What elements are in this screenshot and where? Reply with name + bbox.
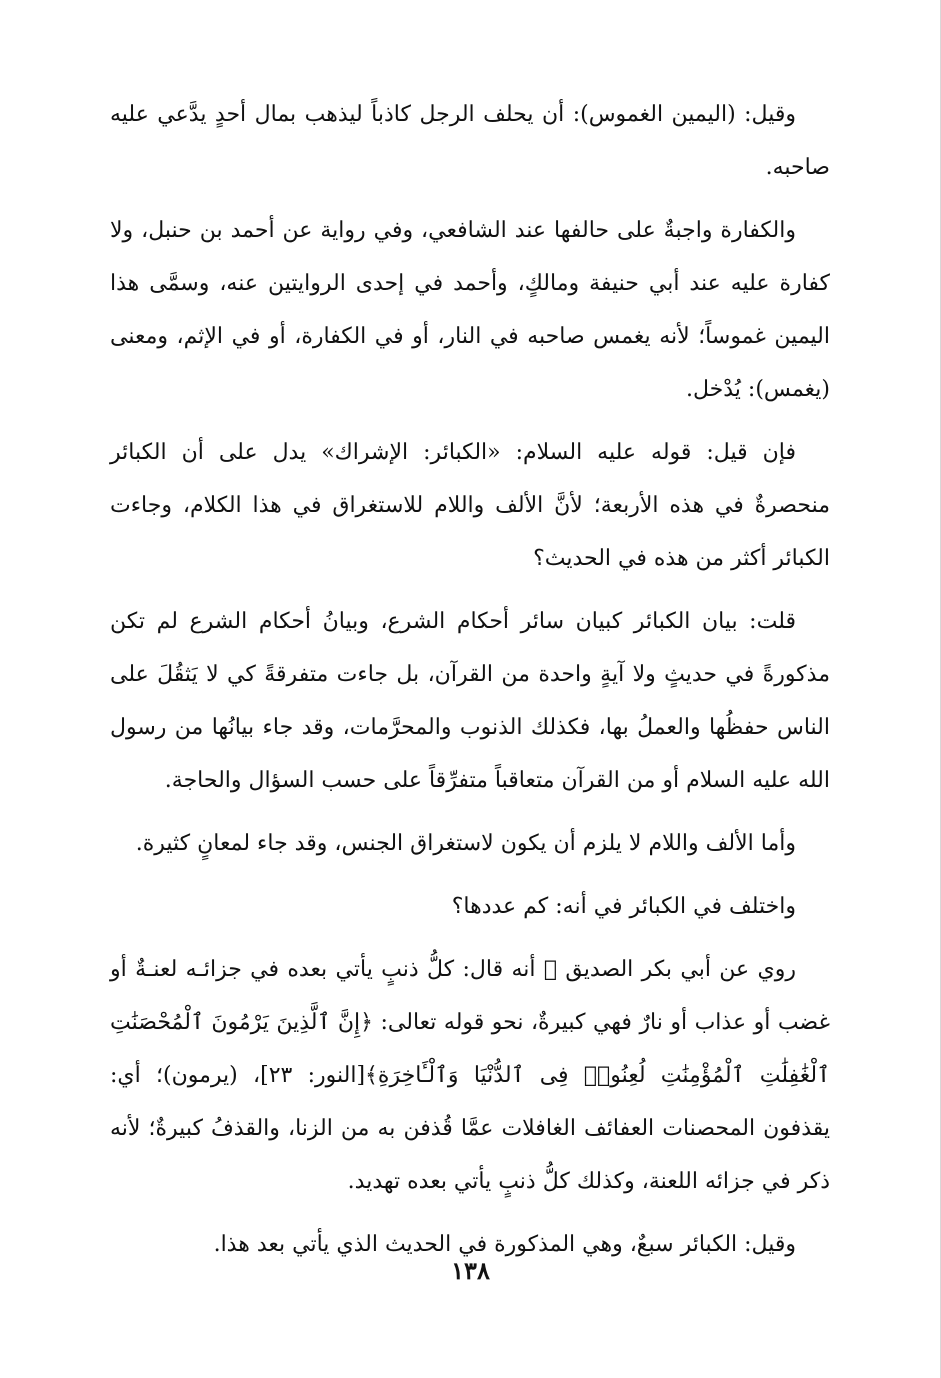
paragraph: والكفارة واجبةٌ على حالفها عند الشافعي، وفي رواية عن أحمد بن حنبل، ولا كفارة عليه عند أبي حنيفة ومالكٍ، وأحمد في إحدى الروايتين عنه، وسمَّى هذا اليمين غموساً؛ لأنه يغمس صاحبه في النار، أو في الكفارة، أو في الإثم، ومعنى (يغمس): يُدْخل. [110, 218, 830, 402]
page-number: ١٣٨ [451, 1256, 490, 1285]
paragraph: وقيل: (اليمين الغموس): أن يحلف الرجل كاذباً ليذهب بمال أحدٍ يدَّعي عليه صاحبه. [110, 102, 830, 180]
body-text [110, 88, 830, 1281]
paragraph: روي عن أبي بكر الصديق ﷺ أنه قال: كلُّ ذنبٍ يأتي بعده في جزائـه لعنـةٌ أو غضب أو عذاب أو نارٌ فهي كبيرةٌ، نحو قوله تعالى: ﴿إِنَّ ٱلَّذِينَ يَرْمُونَ ٱلْمُحْصَنَٰتِ ٱلْغَٰفِلَٰتِ ٱلْمُؤْمِنَٰتِ لُعِنُوا۟ فِى ٱلدُّنْيَا وَٱلْـَٔاخِرَةِ﴾[النور: ٢٣]، (يرمون)؛ أي: يقذفون المحصنات العفائف الغافلات عمَّا قُذفن به من الزنا، والقذفُ كبيرةٌ؛ لأنه ذكر في جزائه اللعنة، وكذلك كلُّ ذنبٍ يأتي بعده تهديد. [110, 957, 830, 1194]
paragraph: واختلف في الكبائر في أنه: كم عددها؟ [451, 894, 796, 919]
paragraph: وأما الألف واللام لا يلزم أن يكون لاستغراق الجنس، وقد جاء لمعانٍ كثيرة. [135, 831, 796, 856]
paragraph: وقيل: الكبائر سبعٌ، وهي المذكورة في الحديث الذي يأتي بعد هذا. [213, 1232, 796, 1257]
paragraph: قلت: بيان الكبائر كبيان سائر أحكام الشرع، وبيانُ أحكام الشرع لم تكن مذكورةً في حديثٍ ولا آيةٍ واحدة من القرآن، بل جاءت متفرقةً كي لا يَثقُلَ على الناس حفظُها والعملُ بها، فكذلك الذنوب والمحرَّمات، وقد جاء بيانُها من رسول الله عليه السلام أو من القرآن متعاقباً متفرِّقاً على حسب السؤال والحاجة. [110, 609, 830, 793]
paragraph: فإن قيل: قوله عليه السلام: «الكبائر: الإشراك» يدل على أن الكبائر منحصرةٌ في هذه الأربعة؛ لأنَّ الألف واللام للاستغراق في هذا الكلام، وجاءت الكبائر أكثر من هذه في الحديث؟ [110, 440, 830, 571]
